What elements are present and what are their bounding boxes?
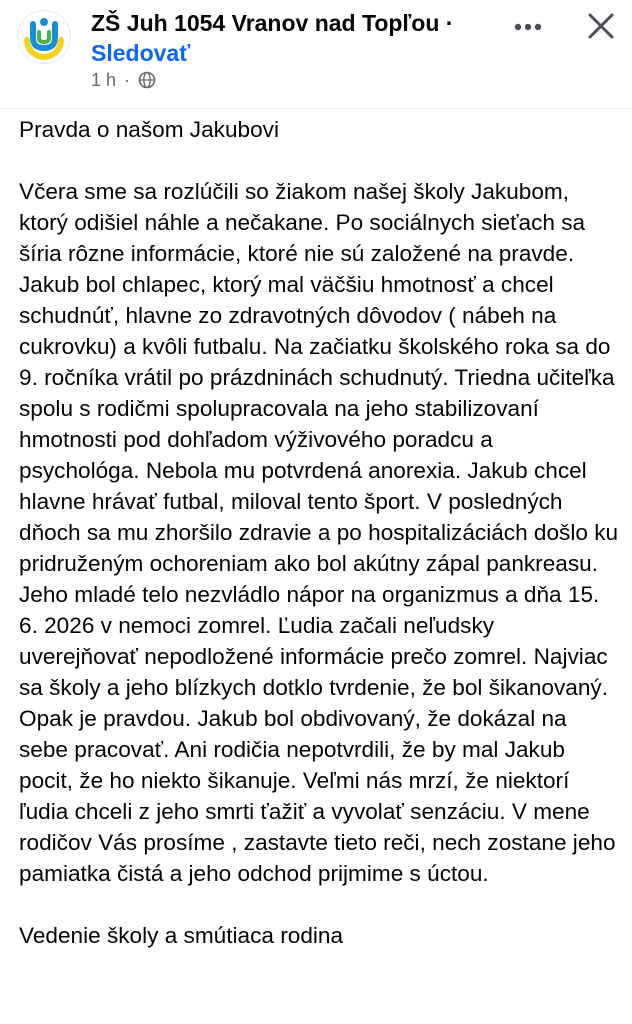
page-name[interactable]: ZŠ Juh 1054 Vranov nad Topľou · — [91, 10, 454, 36]
post-body — [19, 108, 619, 951]
page-avatar[interactable] — [17, 10, 71, 64]
school-logo-icon — [17, 10, 71, 64]
post-signature: Vedenie školy a smútiaca rodina — [19, 923, 344, 948]
post-paragraph: Včera sme sa rozlúčili so žiakom našej školy Jakubom, ktorý odišiel náhle a nečakane. Po sociálnych sieťach sa šíria rôzne informácie, ktoré nie sú založené na pravde. Jakub bol chlapec, ktorý mal väčšiu hmotnosť a chcel schudnúť, hlavne zo zdravotných dôvodov ( nábeh na cukrovku) a kvôli futbalu. Na začiatku školského roka sa do 9. ročníka vrátil po prázdninách schudnutý. Triedna učiteľka spolu s rodičmi spolupracovala na jeho stabilizovaní hmotnosti pod dohľadom výživového poradcu a psychológa. Nebola mu potvrdená anorexia. Jakub chcel hlavne hrávať futbal, miloval tento šport. V posledných dňoch sa mu zhoršilo zdravie a po hospitalizáciách došlo ku pridruženým ochoreniam ako bol akútny zápal pankreasu. Jeho mladé telo nezvládlo nápor na organizmus a dňa 15. 6. 2026 v nemoci zomrel. Ľudia začali neľudsky uverejňovať nepodložené informácie prečo zomrel. Najviac sa školy a jeho blízkych dotklo tvrdenie, že bol šikanovaný. Opak je pravdou. Jakub bol obdivovaný, že dokázal na sebe pracovať. Ani rodičia nepotvrdili, že by mal Jakub pocit, že ho niekto šikanuje. Veľmi nás mrzí, že niektorí ľudia chceli z jeho smrti ťažiť a vyvolať senzáciu. V mene rodičov Vás prosíme , zastavte tieto reči, nech zostane jeho pamiatka čistá a jeho odchod prijmime s úctou. — [19, 179, 619, 886]
globe-icon — [138, 71, 156, 89]
meta-separator: · — [124, 70, 131, 90]
follow-button[interactable]: Sledovať — [91, 40, 191, 66]
post-meta — [91, 68, 156, 92]
more-options-icon[interactable] — [510, 12, 546, 42]
post-title: Pravda o našom Jakubovi — [19, 117, 279, 142]
post-time[interactable]: 1 h — [91, 70, 117, 90]
close-icon[interactable] — [585, 10, 617, 42]
post-header — [0, 0, 632, 108]
